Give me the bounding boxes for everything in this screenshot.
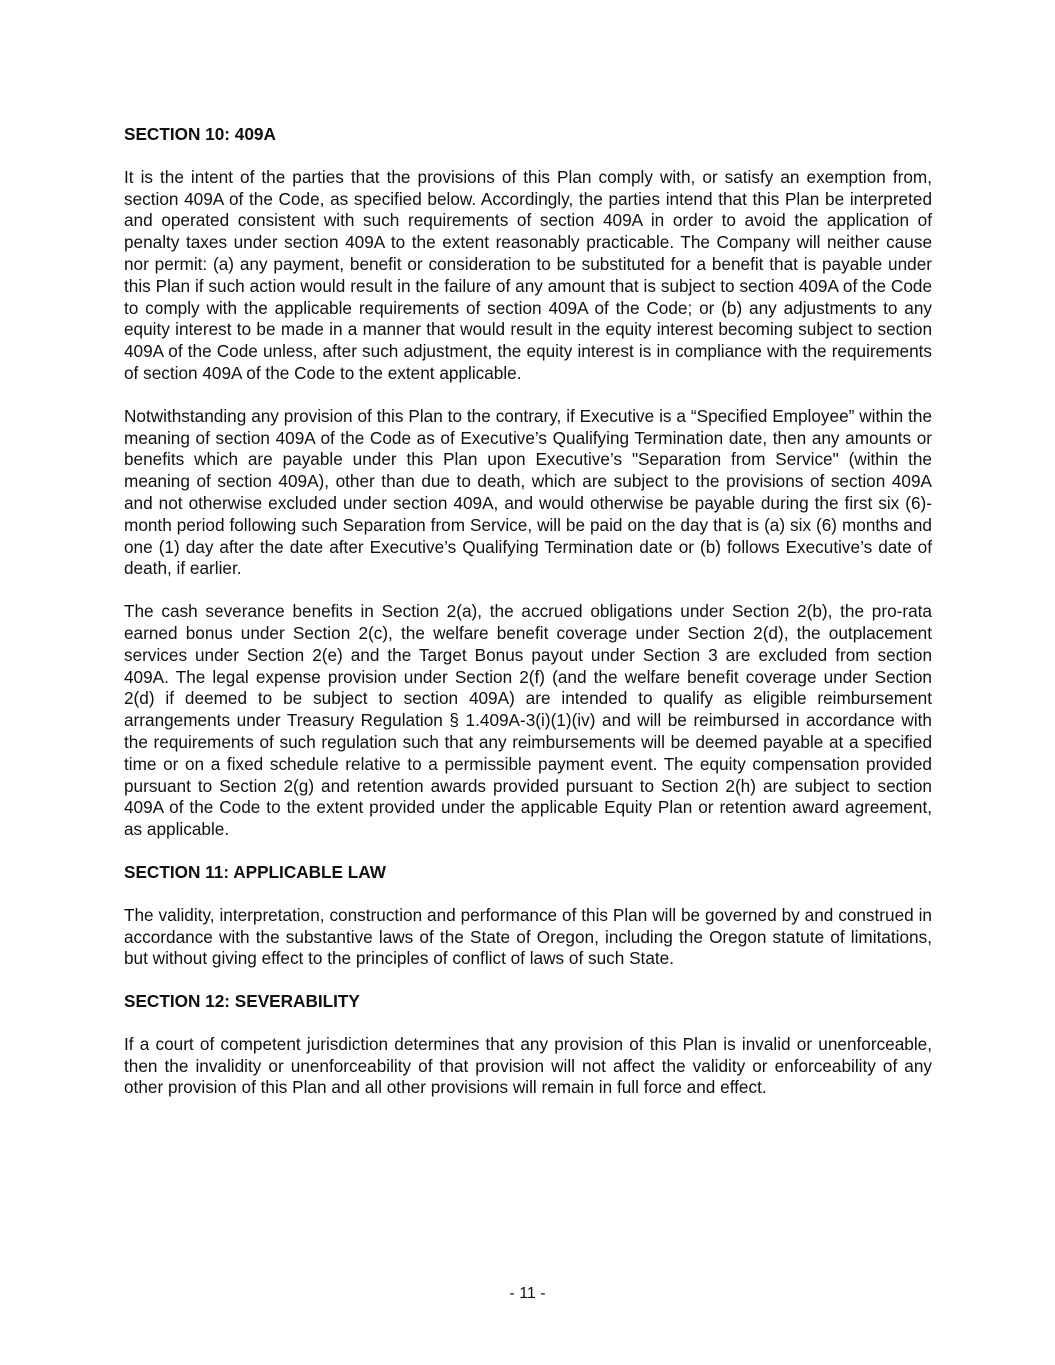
section-12-heading: SECTION 12: SEVERABILITY	[124, 991, 360, 1012]
section-10-paragraph-2: Notwithstanding any provision of this Plan to the contrary, if Executive is a “Specified Employee” within the meaning of section 409A of the Code as of Executive’s Qualifying Termination date, then any amounts or benefits which are payable under this Plan upon Executive’s "Separation from Service" (within the meaning of section 409A), other than due to death, which are subject to the provisions of section 409A and not otherwise excluded under section 409A, and would otherwise be payable during the first six (6)-month period following such Separation from Service, will be paid on the day that is (a) six (6) months and one (1) day after the date after Executive’s Qualifying Termination date or (b) follows Executive’s date of death, if earlier.	[124, 405, 932, 579]
section-10-paragraph-1: It is the intent of the parties that the provisions of this Plan comply with, or satisfy an exemption from, section 409A of the Code, as specified below. Accordingly, the parties intend that this Plan be interpreted and operated consistent with such requirements of section 409A in order to avoid the application of penalty taxes under section 409A to the extent reasonably practicable. The Company will neither cause nor permit: (a) any payment, benefit or consideration to be substituted for a benefit that is payable under this Plan if such action would result in the failure of any amount that is subject to section 409A of the Code to comply with the applicable requirements of section 409A of the Code; or (b) any adjustments to any equity interest to be made in a manner that would result in the equity interest becoming subject to section 409A of the Code unless, after such adjustment, the equity interest is in compliance with the requirements of section 409A of the Code to the extent applicable.	[124, 166, 932, 383]
page-number: - 11 -	[509, 1285, 546, 1302]
section-11-heading: SECTION 11: APPLICABLE LAW	[124, 861, 386, 882]
section-10-paragraph-3: The cash severance benefits in Section 2(a), the accrued obligations under Section 2(b), the pro-rata earned bonus under Section 2(c), the welfare benefit coverage under Section 2(d), the outplacement services under Section 2(e) and the Target Bonus payout under Section 3 are excluded from section 409A. The legal expense provision under Section 2(f) (and the welfare benefit coverage under Section 2(d) if deemed to be subject to section 409A) are intended to qualify as eligible reimbursement arrangements under Treasury Regulation § 1.409A-3(i)(1)(iv) and will be reimbursed in accordance with the requirements of such regulation such that any reimbursements will be deemed payable at a specified time or on a fixed schedule relative to a permissible payment event. The equity compensation provided pursuant to Section 2(g) and retention awards provided pursuant to Section 2(h) are subject to section 409A of the Code to the extent provided under the applicable Equity Plan or retention award agreement, as applicable.	[124, 601, 932, 840]
section-12-paragraph-1: If a court of competent jurisdiction determines that any provision of this Plan is invalid or unenforceable, then the invalidity or unenforceability of that provision will not affect the validity or enforceability of any other provision of this Plan and all other provisions will remain in full force and effect.	[124, 1033, 932, 1098]
section-11-paragraph-1: The validity, interpretation, construction and performance of this Plan will be governed by and construed in accordance with the substantive laws of the State of Oregon, including the Oregon statute of limitations, but without giving effect to the principles of conflict of laws of such State.	[124, 904, 932, 969]
section-10-heading: SECTION 10: 409A	[124, 124, 276, 144]
document-body	[124, 124, 932, 1120]
